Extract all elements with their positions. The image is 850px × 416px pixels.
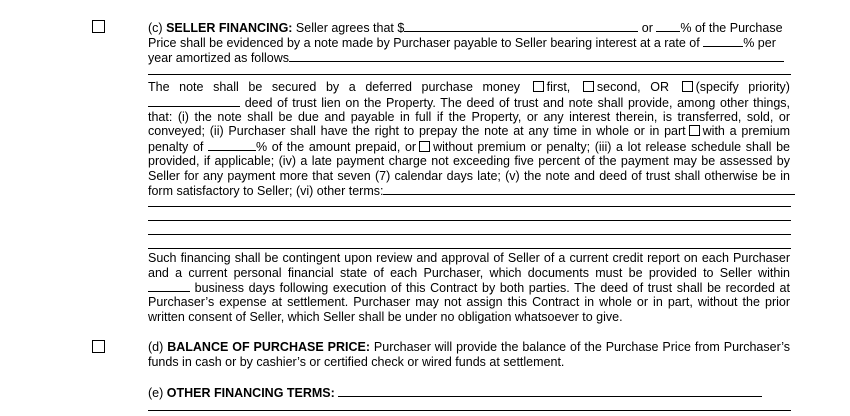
note-para-line-7: Seller for any payment more that seven (7) calendar days late; (v) the note and deed of trust shall otherwise be in bbox=[148, 169, 790, 183]
balance-purchase-price-checkbox[interactable] bbox=[92, 340, 105, 353]
interest-rate-field[interactable] bbox=[703, 35, 743, 47]
amortization-line-2[interactable] bbox=[148, 74, 791, 75]
other-terms-line-2[interactable] bbox=[148, 206, 791, 207]
other-financing-field[interactable] bbox=[338, 385, 762, 397]
specify-priority-checkbox[interactable] bbox=[682, 81, 693, 92]
other-financing-heading: OTHER FINANCING TERMS: bbox=[166, 386, 335, 400]
other-terms-field[interactable] bbox=[383, 183, 795, 195]
seller-financing-line-3: year amortized as follows bbox=[148, 50, 790, 66]
note-para-line-8: form satisfactory to Seller; (vi) other terms: bbox=[148, 183, 790, 199]
seller-financing-line-2: Price shall be evidenced by a note made by Purchaser payable to Seller bearing interest at a rate of % per bbox=[148, 36, 776, 50]
with-premium-checkbox[interactable] bbox=[689, 125, 700, 136]
first-priority-checkbox[interactable] bbox=[533, 81, 544, 92]
contingency-line-4: Purchaser’s expense at settlement. Purchaser may not assign this Contract in whole or in part, without the prior bbox=[148, 295, 790, 309]
note-para-line-6: provided, if applicable; (iv) a late payment charge not exceeding five percent of the payment may be assessed by bbox=[148, 154, 790, 168]
note-para-line-5: penalty of % of the amount prepaid, or without premium or penalty; (iii) a lot release schedule shall be bbox=[148, 140, 790, 154]
seller-financing-checkbox[interactable] bbox=[92, 20, 105, 33]
other-terms-line-5[interactable] bbox=[148, 248, 791, 249]
seller-financing-heading: SELLER FINANCING: bbox=[166, 21, 293, 35]
note-para-line-4: conveyed; (ii) Purchaser shall have the right to prepay the note at any time in whole or in part with a premium bbox=[148, 124, 790, 138]
other-financing-line-1: (e) OTHER FINANCING TERMS: bbox=[148, 385, 790, 401]
contingency-line-5: written consent of Seller, which Seller shall be under no obligation whatsoever to give. bbox=[148, 310, 623, 324]
note-para-line-1: The note shall be secured by a deferred purchase money first, second, OR (specify priority) bbox=[148, 80, 790, 94]
balance-line-2: funds in cash or by cashier’s or certified check or wired funds at settlement. bbox=[148, 355, 565, 369]
priority-specify-field[interactable] bbox=[148, 95, 240, 107]
second-priority-checkbox[interactable] bbox=[583, 81, 594, 92]
other-terms-line-3[interactable] bbox=[148, 220, 791, 221]
seller-financing-line-1: (c) SELLER FINANCING: Seller agrees that $ or % of the Purchase bbox=[148, 21, 783, 35]
other-terms-line-4[interactable] bbox=[148, 234, 791, 235]
balance-line-1: (d) BALANCE OF PURCHASE PRICE: Purchaser will provide the balance of the Purchase Price from Purchaser’s bbox=[148, 340, 791, 354]
contingency-line-3: business days following execution of this Contract by both parties. The deed of trust shall be recorded at bbox=[148, 280, 790, 296]
contingency-line-1: Such financing shall be contingent upon review and approval of Seller of a current credit report on each Purchaser bbox=[148, 251, 790, 265]
without-premium-checkbox[interactable] bbox=[419, 141, 430, 152]
note-para-line-3: that: (i) the note shall be due and payable in full if the Property, or any interest therein, is transferred, sold, or bbox=[148, 110, 790, 124]
prepayment-penalty-field[interactable] bbox=[208, 139, 256, 151]
contingency-line-2: and a current personal financial state of each Purchaser, which documents must be provided to Seller within bbox=[148, 266, 790, 280]
financing-percent-field[interactable] bbox=[656, 20, 680, 32]
business-days-field[interactable] bbox=[148, 280, 190, 292]
financing-amount-field[interactable] bbox=[404, 20, 638, 32]
other-financing-line-2[interactable] bbox=[148, 410, 791, 411]
note-para-line-2: deed of trust lien on the Property. The deed of trust and note shall provide, among other things, bbox=[148, 95, 790, 111]
balance-heading: BALANCE OF PURCHASE PRICE: bbox=[167, 340, 370, 354]
amortization-field[interactable] bbox=[289, 50, 784, 62]
